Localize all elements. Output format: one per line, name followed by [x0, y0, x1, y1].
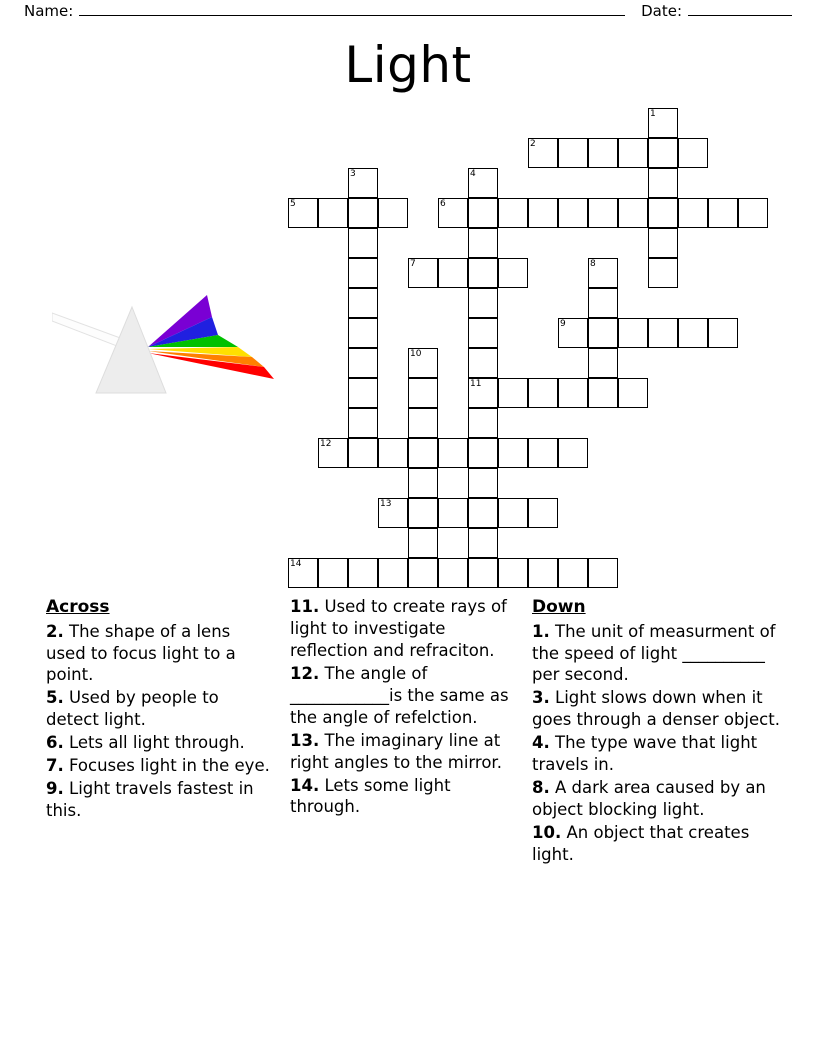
crossword-cell[interactable]: [468, 378, 498, 408]
cell-number: 14: [290, 559, 302, 569]
crossword-cell[interactable]: [678, 198, 708, 228]
cell-number: 6: [440, 199, 446, 209]
clue-down-8: [532, 777, 782, 821]
cell-number: 7: [410, 259, 416, 269]
clue-text: The type wave that light travels in.: [532, 733, 758, 775]
crossword-cell[interactable]: [588, 348, 618, 378]
crossword-cell[interactable]: [498, 258, 528, 288]
crossword-cell[interactable]: [408, 348, 438, 378]
crossword-cell[interactable]: [558, 318, 588, 348]
clue-text: Light travels fastest in this.: [46, 779, 254, 821]
clue-number: 13.: [290, 730, 320, 750]
crossword-cell[interactable]: [588, 558, 618, 588]
cell-number: 8: [590, 259, 596, 269]
cell-number: 3: [350, 169, 356, 179]
crossword-cell[interactable]: [558, 378, 588, 408]
crossword-cell[interactable]: [318, 558, 348, 588]
crossword-cell[interactable]: [528, 198, 558, 228]
crossword-cell[interactable]: [648, 198, 678, 228]
clue-across-12: [290, 663, 518, 729]
clues-column-across-1: [46, 596, 274, 823]
clue-number: 10.: [532, 823, 562, 843]
crossword-cell[interactable]: [648, 138, 678, 168]
crossword-cell[interactable]: [348, 258, 378, 288]
crossword-cell[interactable]: [618, 318, 648, 348]
crossword-cell[interactable]: [438, 258, 468, 288]
crossword-cell[interactable]: [408, 408, 438, 438]
crossword-cell[interactable]: [468, 558, 498, 588]
clue-text: Used to create rays of light to investigate reflection and refraciton.: [290, 597, 507, 660]
clue-down-1: [532, 621, 782, 687]
crossword-cell[interactable]: [528, 558, 558, 588]
clue-number: 2.: [46, 621, 64, 641]
crossword-cell[interactable]: [438, 558, 468, 588]
clue-across-7: [46, 755, 274, 777]
clue-text: The unit of measurment of the speed of light __________ per second.: [532, 621, 776, 685]
crossword-cell[interactable]: [708, 318, 738, 348]
crossword-cell[interactable]: [348, 408, 378, 438]
crossword-cell[interactable]: [348, 228, 378, 258]
clue-number: 6.: [46, 733, 64, 753]
cell-number: 2: [530, 139, 536, 149]
crossword-cell[interactable]: [678, 138, 708, 168]
clue-text: An object that creates light.: [532, 823, 750, 864]
clue-number: 7.: [46, 756, 64, 776]
crossword-cell[interactable]: [498, 498, 528, 528]
crossword-cell[interactable]: [678, 318, 708, 348]
cell-number: 5: [290, 199, 296, 209]
crossword-cell[interactable]: [528, 498, 558, 528]
crossword-cell[interactable]: [618, 378, 648, 408]
crossword-cell[interactable]: [468, 468, 498, 498]
cell-number: 4: [470, 169, 476, 179]
cell-number: 12: [320, 439, 332, 449]
cell-number: 11: [470, 379, 482, 389]
crossword-cell[interactable]: [348, 558, 378, 588]
crossword-cell[interactable]: [408, 438, 438, 468]
crossword-cell[interactable]: [378, 438, 408, 468]
crossword-cell[interactable]: [498, 438, 528, 468]
clues-section: [46, 596, 782, 996]
crossword-cell[interactable]: [708, 198, 738, 228]
clues-column-across-2: [290, 596, 518, 819]
crossword-cell[interactable]: [468, 498, 498, 528]
crossword-cell[interactable]: [318, 438, 348, 468]
crossword-cell[interactable]: [648, 258, 678, 288]
clue-text: The shape of a lens used to focus light to a point.: [46, 621, 236, 685]
crossword-cell[interactable]: [408, 558, 438, 588]
crossword-cell[interactable]: [528, 438, 558, 468]
clue-text: Light slows down when it goes through a denser object.: [532, 688, 780, 730]
cell-number: 1: [650, 109, 656, 119]
crossword-cell[interactable]: [498, 198, 528, 228]
clue-number: 14.: [290, 775, 320, 795]
crossword-cell[interactable]: [558, 558, 588, 588]
clues-column-down: [532, 596, 782, 867]
crossword-cell[interactable]: [648, 108, 678, 138]
date-label: Date:: [641, 2, 682, 20]
crossword-cell[interactable]: [588, 138, 618, 168]
crossword-cell[interactable]: [468, 288, 498, 318]
crossword-cell[interactable]: [588, 378, 618, 408]
clue-text: Lets some light through.: [290, 775, 451, 817]
crossword-cell[interactable]: [348, 198, 378, 228]
crossword-cell[interactable]: [288, 558, 318, 588]
clue-across-13: [290, 730, 518, 774]
crossword-cell[interactable]: [408, 498, 438, 528]
across-heading: Across: [46, 597, 110, 617]
clue-text: Focuses light in the eye.: [63, 756, 270, 776]
crossword-cell[interactable]: [378, 198, 408, 228]
clue-text: The imaginary line at right angles to the mirror.: [290, 730, 502, 772]
clue-down-3: [532, 687, 782, 731]
crossword-cell[interactable]: [318, 198, 348, 228]
name-label: Name:: [24, 2, 74, 20]
crossword-cell[interactable]: [588, 198, 618, 228]
crossword-cell[interactable]: [498, 378, 528, 408]
crossword-cell[interactable]: [498, 558, 528, 588]
crossword-cell[interactable]: [348, 438, 378, 468]
crossword-cell[interactable]: [348, 348, 378, 378]
clue-text: A dark area caused by an object blocking light.: [532, 778, 766, 820]
cell-number: 9: [560, 319, 566, 329]
page-title: Light: [344, 36, 472, 94]
crossword-cell[interactable]: [378, 498, 408, 528]
clue-text: The angle of ____________is the same as the angle of refelction.: [290, 663, 509, 727]
clue-across-5: [46, 687, 274, 731]
crossword-cell[interactable]: [558, 438, 588, 468]
down-heading: Down: [532, 597, 586, 617]
crossword-cell[interactable]: [438, 438, 468, 468]
clue-number: 3.: [532, 688, 550, 708]
crossword-cell[interactable]: [558, 198, 588, 228]
clue-number: 9.: [46, 779, 64, 799]
crossword-cell[interactable]: [348, 288, 378, 318]
crossword-cell[interactable]: [468, 438, 498, 468]
crossword-cell[interactable]: [528, 138, 558, 168]
cell-number: 10: [410, 349, 422, 359]
crossword-cell[interactable]: [558, 138, 588, 168]
clue-across-9: [46, 778, 274, 822]
cell-number: 13: [380, 499, 392, 509]
crossword-cell[interactable]: [648, 228, 678, 258]
crossword-cell[interactable]: [468, 528, 498, 558]
crossword-cell[interactable]: [588, 318, 618, 348]
crossword-cell[interactable]: [408, 378, 438, 408]
crossword-cell[interactable]: [438, 498, 468, 528]
crossword-cell[interactable]: [348, 378, 378, 408]
crossword-cell[interactable]: [468, 198, 498, 228]
crossword-cell[interactable]: [438, 198, 468, 228]
crossword-cell[interactable]: [468, 348, 498, 378]
clue-down-4: [532, 732, 782, 776]
crossword-cell[interactable]: [648, 168, 678, 198]
clue-number: 5.: [46, 688, 64, 708]
clue-across-2: [46, 621, 274, 687]
clue-text: Lets all light through.: [63, 733, 245, 753]
crossword-cell[interactable]: [468, 168, 498, 198]
clue-across-11: [290, 596, 518, 662]
clue-across-14: [290, 775, 518, 819]
clue-number: 11.: [290, 597, 320, 616]
crossword-cell[interactable]: [468, 228, 498, 258]
crossword-cell[interactable]: [618, 138, 648, 168]
crossword-cell[interactable]: [528, 378, 558, 408]
clue-text: Used by people to detect light.: [46, 688, 219, 730]
crossword-cell[interactable]: [408, 528, 438, 558]
crossword-cell[interactable]: [288, 198, 318, 228]
crossword-cell[interactable]: [588, 288, 618, 318]
clue-number: 4.: [532, 733, 550, 753]
clue-number: 12.: [290, 663, 320, 683]
clue-number: 8.: [532, 778, 550, 798]
crossword-cell[interactable]: [348, 318, 378, 348]
crossword-cell[interactable]: [648, 318, 678, 348]
clue-across-6: [46, 732, 274, 754]
clue-number: 1.: [532, 621, 550, 641]
crossword-cell[interactable]: [348, 168, 378, 198]
clue-down-10: [532, 822, 782, 866]
crossword-cell[interactable]: [378, 558, 408, 588]
crossword-cell[interactable]: [468, 318, 498, 348]
crossword-cell[interactable]: [468, 258, 498, 288]
crossword-cell[interactable]: [468, 408, 498, 438]
crossword-cell[interactable]: [738, 198, 768, 228]
crossword-cell[interactable]: [618, 198, 648, 228]
crossword-cell[interactable]: [588, 258, 618, 288]
crossword-cell[interactable]: [408, 258, 438, 288]
crossword-cell[interactable]: [408, 468, 438, 498]
